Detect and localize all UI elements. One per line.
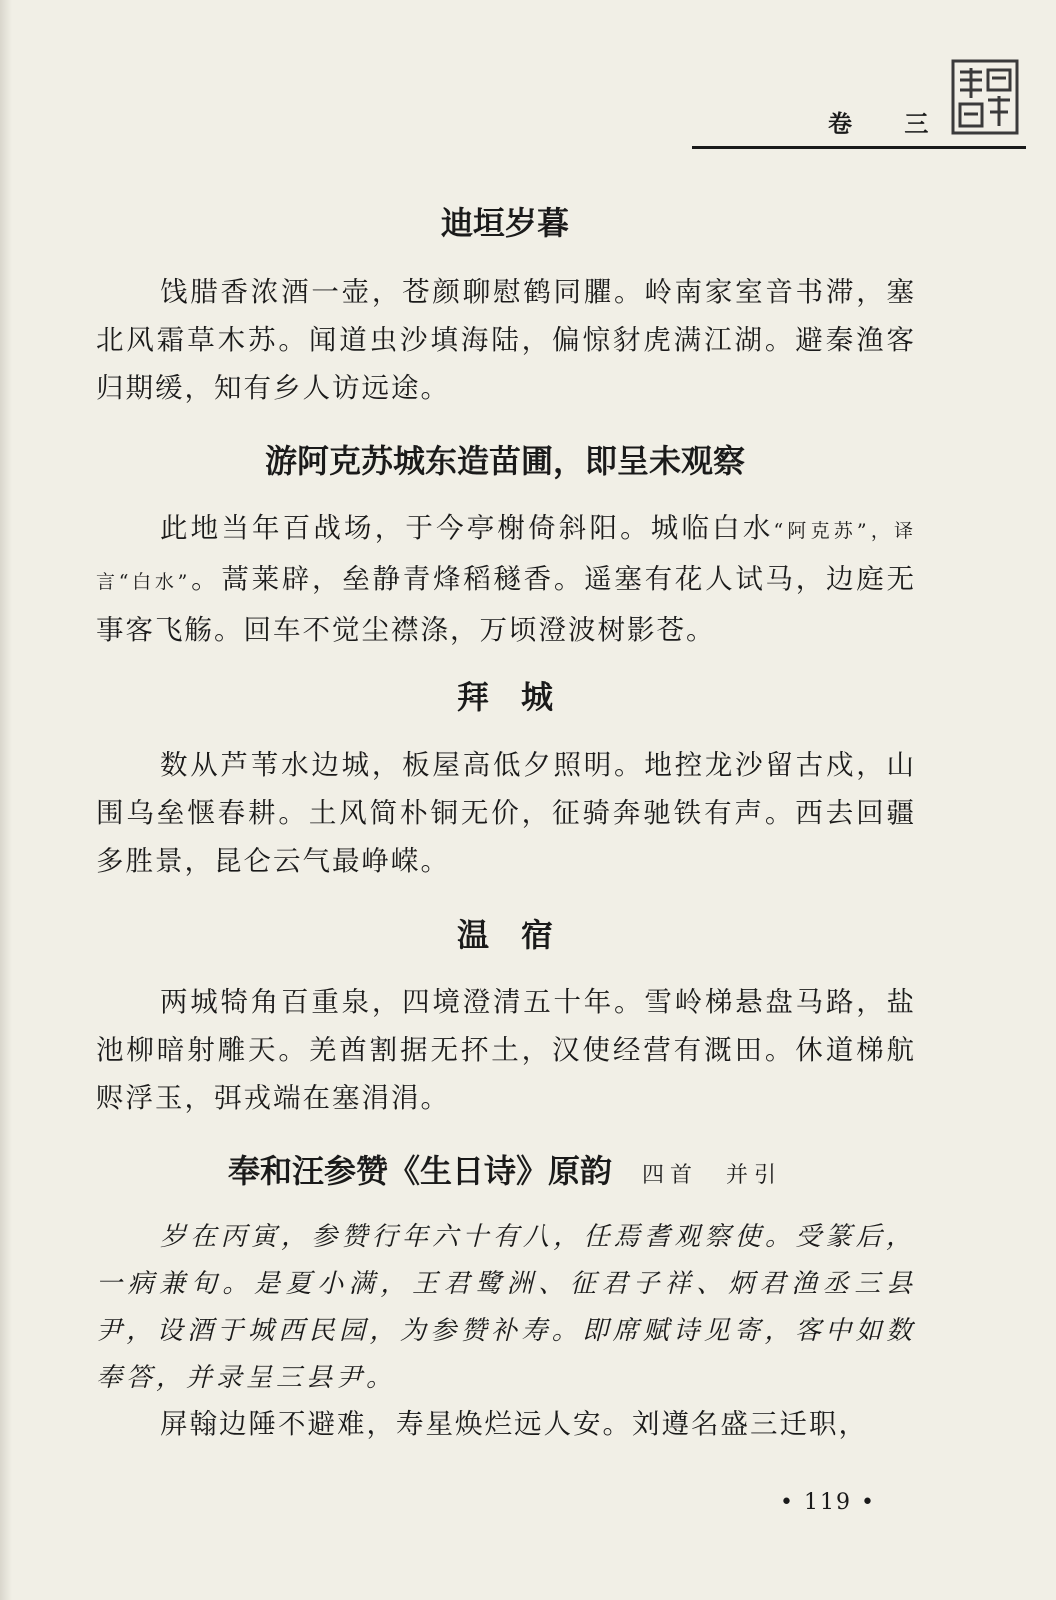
- poem-body: 两城犄角百重泉，四境澄清五十年。雪岭梯悬盘马路，盐池柳暗射雕天。羌酋割据无抔土，汉使经营有溉田。休道梯航赆浮玉，弭戎端在塞涓涓。: [96, 986, 916, 1114]
- poem-body: [96, 504, 916, 654]
- poem-title: 游阿克苏城东造苗圃，即呈未观察: [264, 442, 745, 480]
- page-number: • 119 •: [780, 1490, 876, 1515]
- section-label: 卷 三: [828, 109, 951, 138]
- seal-stamp-icon: [950, 58, 1020, 136]
- poem-title-text: 奉和汪参赞《生日诗》原韵: [227, 1152, 612, 1190]
- poem-body: 屏翰边陲不避难，寿星焕烂远人安。刘遵名盛三迁职，: [160, 1408, 868, 1440]
- poem-body: 数从芦苇水边城，板屋高低夕照明。地控龙沙留古戍，山围乌垒惬春耕。土风简朴铜无价，征骑奔驰铁有声。西去回疆多胜景，昆仑云气最峥嵘。: [96, 749, 916, 877]
- poem-preface: 岁在丙寅，参赞行年六十有八，任焉耆观察使。受篆后，一病兼旬。是夏小满，王君鹭洲、征君子祥、炳君渔丞三县尹，设酒于城西民园，为参赞补寿。即席赋诗见寄，客中如数奉答，并录呈三县尹。: [96, 1222, 916, 1393]
- poem-body-text: 此地当年百战场，于今亭榭倚斜阳。城临白水: [160, 512, 774, 544]
- title-note: 四首 并引: [642, 1163, 783, 1188]
- translation-note: “阿克苏”，译言“白水”: [96, 520, 916, 593]
- poem-title: 迪垣岁暮: [440, 204, 569, 242]
- poem-title: 温 宿: [456, 916, 553, 954]
- poem-body: 饯腊香浓酒一壶，苍颜聊慰鹤同臞。岭南家室音书滞，塞北风霜草木苏。闻道虫沙填海陆，偏惊豺虎满江湖。避秦渔客归期缓，知有乡人访远途。: [96, 276, 916, 404]
- poem-body-text: 。蒿莱辟，垒静青烽稻穟香。遥塞有花人试马，边庭无事客飞觞。回车不觉尘襟涤，万顷澄波树影苍。: [96, 563, 916, 646]
- poem-title: [0, 1146, 1010, 1192]
- poem-title: 拜 城: [456, 678, 553, 716]
- header-rule: [692, 146, 1026, 149]
